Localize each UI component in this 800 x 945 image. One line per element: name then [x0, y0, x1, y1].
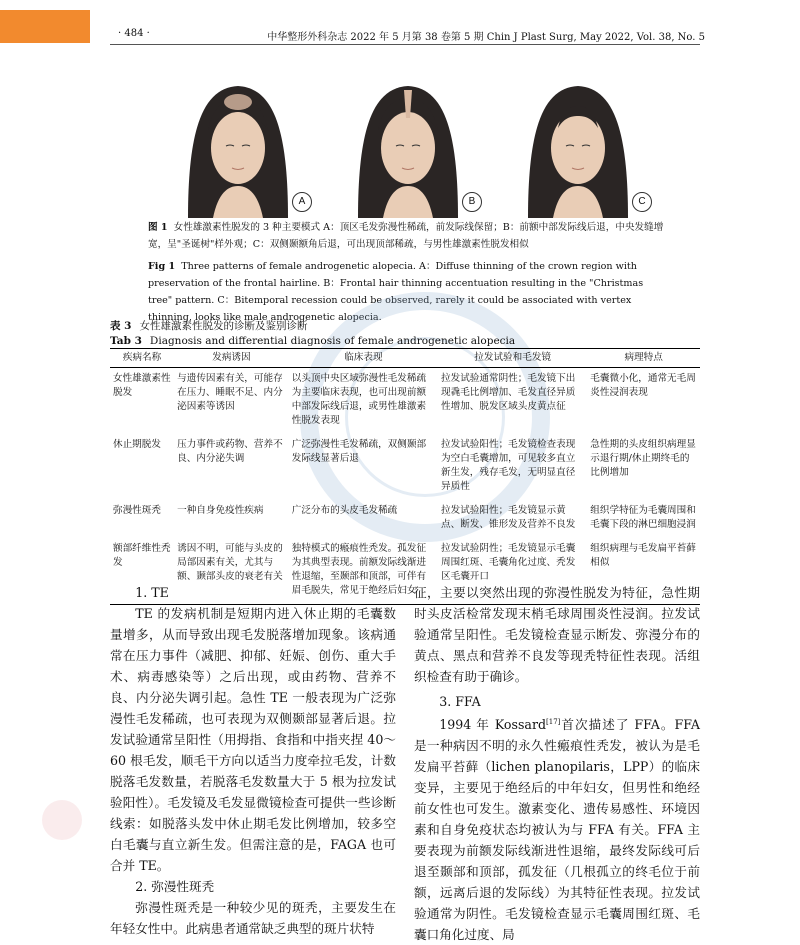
section-heading-ffa: 3. FFA	[439, 694, 481, 709]
figure-caption-en-text: Three patterns of female androgenetic alopecia. A：Diffuse thinning of the crown region with preservation of the frontal hairline. B：Frontal hair thinning accentuation resulting in the "Christmas tree" pattern. C：Bitemporal recession could be observed, rarely it could be associated with vertex thinning, looks like male androgenetic alopecia.	[148, 261, 644, 323]
table-cell: 以头顶中央区域弥漫性毛发稀疏为主要临床表现，也可出现前额中部发际线后退，或男性雄激素性脱发表现	[291, 373, 427, 426]
table-cell: 毛囊微小化，通常无毛周炎性浸润表现	[590, 373, 696, 398]
table-cell: 独特模式的瘢痕性秃发。孤发征为其典型表现。前额发际线渐进性退缩，至颞部和顶部，可伴有眉毛脱失，常见于绝经后妇女	[289, 538, 438, 605]
body-column-right	[414, 582, 700, 945]
table-cell: 额部纤维性秃发	[110, 538, 174, 605]
table-header-cell: 临床表现	[289, 349, 438, 368]
table-header-cell: 病理特点	[587, 349, 700, 368]
figure-caption-cn	[148, 219, 668, 253]
paragraph-te: TE 的发病机制是短期内进入休止期的毛囊数量增多，从而导致出现毛发脱落增加现象。该病通常在压力事件（减肥、抑郁、妊娠、创伤、重大手术、病毒感染等）之后出现，或由药物、营养不良、内分泌失调引起。急性 TE 一般表现为广泛弥漫性毛发稀疏，也可表现为双侧颞部显著后退。拉发试验通常呈阳性（用拇指、食指和中指夹捏 40～60 根毛发，顺毛干方向以适当力度牵拉毛发，计数脱落毛发数量，若脱落毛发数量大于 5 根为拉发试验阳性）。毛发镜及毛发显微镜检查可提供一些诊断线索：如脱落头发中休止期毛发比例增加，较多空白毛囊与直立新生发。但需注意的是，FAGA 也可合并 TE。	[110, 606, 396, 873]
table-cell: 拉发试验阴性；毛发镜显示毛囊周围红斑、毛囊角化过度、秃发区毛囊开口	[438, 538, 587, 605]
table-cell: 与遗传因素有关，可能存在压力、睡眠不足、内分泌因素等诱因	[177, 373, 283, 412]
figure-label-cn: 图 1	[148, 222, 168, 233]
ffa-text-start: 1994 年 Kossard	[439, 717, 547, 733]
figure-panel-b	[328, 68, 488, 218]
table-cell: 广泛弥漫性毛发稀疏，双侧颞部发际线显著后退	[291, 439, 427, 464]
figure-panel-c	[498, 68, 658, 218]
figure-caption-cn-text: 女性雄激素性脱发的 3 种主要模式 A：顶区毛发弥漫性稀疏，前发际线保留；B：前额中部发际线后退，中央发缝增宽，呈"圣诞树"样外观；C：双侧颞额角后退，可出现顶部稀疏，与男性雄激素性脱发相似	[148, 222, 664, 250]
figure-label-en: Fig 1	[148, 261, 176, 272]
table-cell: 拉发试验通常阴性；毛发镜下出现毳毛比例增加、毛发直径异质性增加、脱发区域头皮黄点征	[441, 373, 576, 412]
table-cell: 弥漫性斑秃	[113, 505, 161, 516]
table-title-cn-text: 女性雄激素性脱发的诊断及鉴别诊断	[139, 320, 308, 332]
table-cell: 拉发试验阳性；毛发镜显示黄点、断发、锥形发及营养不良发	[441, 505, 576, 530]
table-row	[110, 500, 700, 538]
differential-diagnosis-table	[110, 348, 700, 605]
figure-panel-a	[158, 68, 318, 218]
figure-1-panels	[158, 68, 678, 218]
panel-letter-b: B	[462, 192, 482, 212]
table-row	[110, 368, 700, 435]
table-cell: 休止期脱发	[113, 439, 161, 450]
table-title-en	[110, 335, 515, 347]
table-header-cell: 发病诱因	[174, 349, 289, 368]
paragraph-diffuse-alopecia-areata: 弥漫性斑秃是一种较少见的斑秃，主要发生在年轻女性中。此病患者通常缺乏典型的斑片状特	[110, 900, 396, 936]
panel-letter-a: A	[292, 192, 312, 212]
ffa-text-rest: 首次描述了 FFA。FFA 是一种病因不明的永久性瘢痕性秃发，被认为是毛发扁平苔藓（lichen planopilaris，LPP）的临床变异，主要见于绝经后的中年妇女，但男性和绝经前女性也可发生。激素变化、遗传易感性、环境因素和自身免疫状态均被认为与 FFA 有关。FFA 主要表现为前额发际线渐进性退缩，最终发际线可后退至颞部和顶部，孤发征（几根孤立的终毛位于前额，远离后退的发际线）为其特征性表现。拉发试验通常为阴性。毛发镜检查显示毛囊周围红斑、毛囊口角化过度、局	[414, 717, 700, 943]
page-number: · 484 ·	[118, 28, 150, 39]
table-cell: 诱因不明，可能与头皮的局部因素有关，尤其与额、颞部头皮的衰老有关	[174, 538, 289, 605]
body-column-left	[110, 582, 396, 939]
section-heading-te: 1. TE	[135, 585, 169, 600]
table-title-en-text: Diagnosis and differential diagnosis of female androgenetic alopecia	[149, 335, 516, 347]
panel-letter-c: C	[632, 192, 652, 212]
header-rule	[110, 44, 700, 45]
reference-citation[interactable]: [17]	[546, 718, 561, 726]
journal-citation: 中华整形外科杂志 2022 年 5 月第 38 卷第 5 期 Chin J Plast Surg, May 2022, Vol. 38, No. 5	[267, 32, 705, 43]
table-header-cell: 拉发试验和毛发镜	[438, 349, 587, 368]
table-header-row	[110, 349, 700, 368]
table-label-en: Tab 3	[110, 335, 142, 347]
orange-corner-tab	[0, 10, 90, 43]
paragraph-continuation: 征，主要以突然出现的弥漫性脱发为特征，急性期时头皮活检常发现末梢毛球周围炎性浸润。拉发试验通常呈阳性。毛发镜检查显示断发、弥漫分布的黄点、黑点和营养不良发等现秃特征性表现。活组织检查有助于确诊。	[414, 585, 700, 684]
table-row	[110, 434, 700, 500]
table-cell: 组织学特征为毛囊周围和毛囊下段的淋巴细胞浸润	[590, 505, 696, 530]
table-cell: 组织病理与毛发扁平苔藓相似	[587, 538, 700, 605]
table-cell: 一种自身免疫性疾病	[177, 505, 264, 516]
table-cell: 急性期的头皮组织病理显示退行期/休止期终毛的比例增加	[590, 439, 696, 478]
section-heading-diffuse-alopecia-areata: 2. 弥漫性斑秃	[135, 879, 215, 894]
table-cell: 广泛分布的头皮毛发稀疏	[291, 505, 398, 516]
table-title-cn	[110, 318, 307, 333]
table-label-cn: 表 3	[110, 320, 132, 332]
table-header-cell: 疾病名称	[110, 349, 174, 368]
table-cell: 拉发试验阳性；毛发镜检查表现为空白毛囊增加，可见较多直立新生发，残存毛发，无明显直径异质性	[441, 439, 576, 492]
paragraph-ffa	[414, 712, 700, 945]
flower-logo-watermark	[42, 800, 82, 840]
table-cell: 女性雄激素性脱发	[113, 373, 171, 398]
table-cell: 压力事件或药物、营养不良、内分泌失调	[177, 439, 283, 464]
